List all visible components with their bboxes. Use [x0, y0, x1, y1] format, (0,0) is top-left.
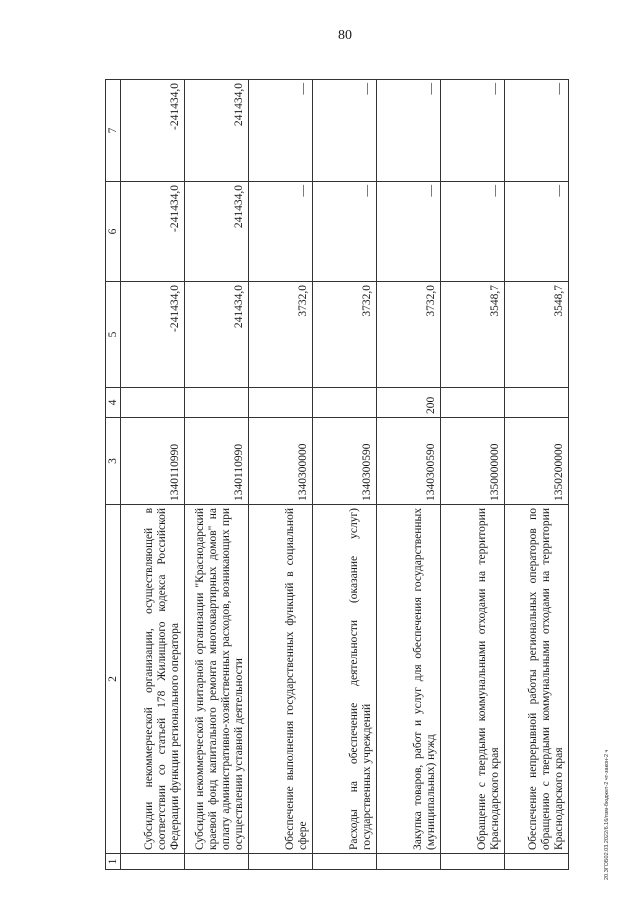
row-code: 1340300590 [313, 418, 377, 505]
row-value-7: — [505, 80, 569, 182]
row-value-5: 3732,0 [249, 282, 313, 388]
row-name: Субсидии некоммерческой организации, осуществляющей в соответствии со статьей 178 Жилищного кодекса Российской Федерации функции регионального оператора [121, 505, 185, 854]
row-value-6: — [441, 182, 505, 282]
row-value-7: — [441, 80, 505, 182]
row-value-5: 3732,0 [313, 282, 377, 388]
col-header-6: 6 [106, 182, 121, 282]
row-name: Закупка товаров, работ и услуг для обеспечения государственных (муниципальных) нужд [377, 505, 441, 854]
table-row [377, 80, 441, 870]
row-expense-type [505, 388, 569, 418]
row-expense-type: 200 [377, 388, 441, 418]
table-row [313, 80, 377, 870]
row-expense-type [313, 388, 377, 418]
col-header-4: 4 [106, 388, 121, 418]
row-value-5: 241434,0 [185, 282, 249, 388]
row-value-5: 3548,7 [441, 282, 505, 388]
row-index-cell [249, 854, 313, 870]
col-header-2: 2 [106, 505, 121, 854]
row-expense-type [121, 388, 185, 418]
row-value-5: 3732,0 [377, 282, 441, 388]
row-code: 1340110990 [185, 418, 249, 505]
table-row [185, 80, 249, 870]
row-name: Субсидии некоммерческой унитарной организации "Краснодарский краевой фонд капитального ремонта многоквартирных домов" на оплату административно-хозяйственных расходов, возникающих при осуществлении уставной деятельности [185, 505, 249, 854]
row-value-5: 3548,7 [505, 282, 569, 388]
row-code: 1340300590 [377, 418, 441, 505]
row-index-cell [313, 854, 377, 870]
row-value-6: -241434,0 [121, 182, 185, 282]
row-index-cell [121, 854, 185, 870]
row-name: Обеспечение непрерывной работы региональных операторов по обращению с твердыми коммунальными отходами на территории Краснодарского края [505, 505, 569, 854]
row-value-6: 241434,0 [185, 182, 249, 282]
row-name: Расходы на обеспечение деятельности (оказание услуг) государственных учреждений [313, 505, 377, 854]
table-row [249, 80, 313, 870]
row-value-7: -241434,0 [121, 80, 185, 182]
row-expense-type [249, 388, 313, 418]
row-value-6: — [377, 182, 441, 282]
row-index-cell [185, 854, 249, 870]
row-code: 1350000000 [441, 418, 505, 505]
budget-table [105, 79, 569, 870]
row-expense-type [441, 388, 505, 418]
col-header-5: 5 [106, 282, 121, 388]
table-row [121, 80, 185, 870]
row-expense-type [185, 388, 249, 418]
row-value-7: — [377, 80, 441, 182]
print-footer: 20.ЗГОБ02.03.2022/6.16/пзм-бюджет-2 чт-закон-2 ч [604, 749, 610, 880]
page-number: 80 [338, 28, 352, 43]
row-code: 1340300000 [249, 418, 313, 505]
table-row [441, 80, 505, 870]
row-value-6: — [249, 182, 313, 282]
row-index-cell [505, 854, 569, 870]
row-name: Обеспечение выполнения государственных функций в социальной сфере [249, 505, 313, 854]
row-code: 1340110990 [121, 418, 185, 505]
row-value-7: — [249, 80, 313, 182]
header-row [106, 80, 121, 870]
rotated-table-area [105, 80, 615, 870]
row-index-cell [377, 854, 441, 870]
row-index-cell [441, 854, 505, 870]
row-code: 1350200000 [505, 418, 569, 505]
row-value-6: — [505, 182, 569, 282]
row-value-7: — [313, 80, 377, 182]
col-header-1: 1 [106, 854, 121, 870]
row-value-6: — [313, 182, 377, 282]
row-value-7: 241434,0 [185, 80, 249, 182]
table-row [505, 80, 569, 870]
col-header-3: 3 [106, 418, 121, 505]
col-header-7: 7 [106, 80, 121, 182]
row-value-5: -241434,0 [121, 282, 185, 388]
row-name: Обращение с твердыми коммунальными отходами на территории Краснодарского края [441, 505, 505, 854]
